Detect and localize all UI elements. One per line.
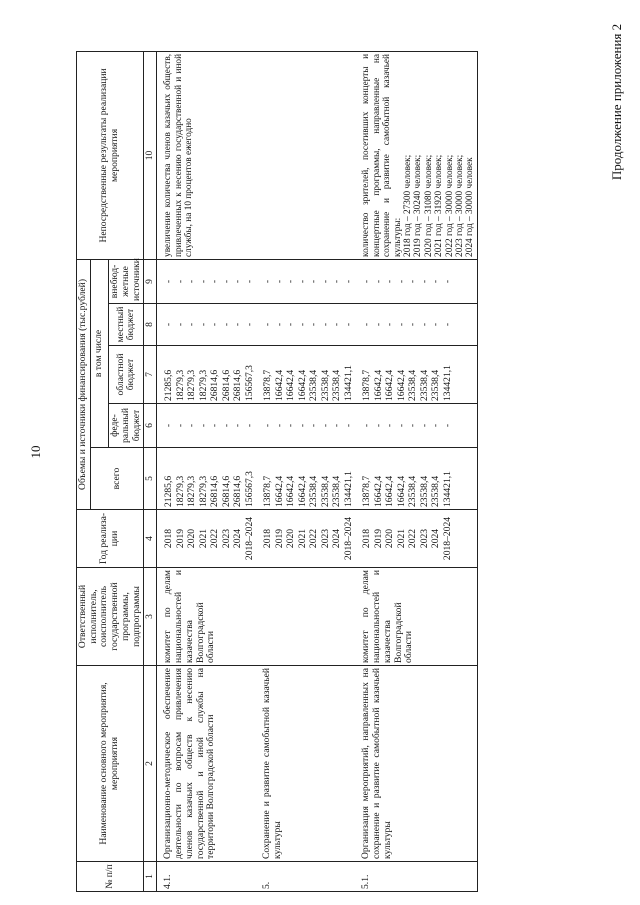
row-total-value: 26814,6 (209, 475, 221, 507)
row-extra-value: - (331, 279, 343, 284)
header-name: Наименование основного мероприятия, мероприятия (77, 666, 144, 862)
row-local-value: - (418, 322, 430, 327)
row-federal-value: - (319, 423, 331, 428)
row-regional-value: 134421,1 (342, 365, 354, 401)
row-total (355, 448, 477, 510)
row-total (157, 448, 257, 510)
row-result (157, 51, 257, 259)
table-row (157, 51, 257, 891)
row-result-line: 2019 год – 30240 человек; (413, 154, 424, 257)
row-extra-value: - (308, 279, 320, 284)
row-federal-value: - (418, 423, 430, 428)
row-federal-value: - (395, 423, 407, 428)
row-federal-value: - (441, 423, 453, 428)
row-local-value: - (372, 322, 384, 327)
row-regional-value: 26814,6 (209, 369, 221, 401)
row-extra-value: - (285, 279, 297, 284)
row-regional (355, 346, 477, 404)
row-years (157, 510, 257, 568)
row-total-value: 23538,4 (331, 475, 343, 507)
row-local (157, 304, 257, 346)
row-local-value: - (197, 322, 209, 327)
row-years-value: 2021 (395, 528, 407, 549)
row-local-value: - (395, 322, 407, 327)
row-local-value: - (273, 322, 285, 327)
row-total-value: 16642,4 (273, 475, 285, 507)
row-federal-value: - (308, 423, 320, 428)
row-total-value: 18279,3 (174, 475, 186, 507)
row-result-line: 2018 год – 27300 человек; (403, 154, 414, 257)
row-total-value: 23538,4 (418, 475, 430, 507)
row-extra-value: - (407, 279, 419, 284)
row-local-value: - (331, 322, 343, 327)
row-years-value: 2021 (197, 528, 209, 549)
row-number: 4.1. (157, 862, 257, 892)
col-number: 2 (144, 666, 157, 862)
row-federal-value: - (163, 423, 175, 428)
row-federal-value: - (232, 423, 244, 428)
row-federal (157, 404, 257, 448)
row-years-value: 2019 (372, 528, 384, 549)
row-total-value: 16642,4 (395, 475, 407, 507)
row-local-value: - (243, 322, 255, 327)
row-years-value: 2020 (186, 528, 198, 549)
row-local-value: - (361, 322, 373, 327)
row-total-value: 18279,3 (197, 475, 209, 507)
row-years-value: 2024 (232, 528, 244, 549)
row-regional-value: 13878,7 (361, 369, 373, 401)
row-extra-value: - (296, 279, 308, 284)
row-years-value: 2021 (296, 528, 308, 549)
row-regional-value: 18279,3 (186, 369, 198, 401)
row-local-value: - (296, 322, 308, 327)
row-total (256, 448, 355, 510)
row-regional-value: 23538,4 (407, 369, 419, 401)
row-years-value: 2020 (285, 528, 297, 549)
row-federal-value: - (372, 423, 384, 428)
col-number: 5 (144, 448, 157, 510)
row-years-value: 2018 (163, 528, 175, 549)
header-including: в том числе (90, 259, 108, 447)
row-total-value: 134421,1 (342, 471, 354, 507)
row-years-value: 2022 (209, 528, 221, 549)
row-years-value: 2018 (361, 528, 373, 549)
row-federal-value: - (285, 423, 297, 428)
row-extra-value: - (243, 279, 255, 284)
row-total-value: 156567,3 (243, 471, 255, 507)
row-total-value: 23538,4 (407, 475, 419, 507)
row-local-value: - (174, 322, 186, 327)
row-regional-value: 23538,4 (319, 369, 331, 401)
row-extra (256, 259, 355, 303)
row-extra-value: - (174, 279, 186, 284)
row-years-value: 2018–2024 (243, 516, 255, 561)
row-years-value: 2023 (418, 528, 430, 549)
row-extra (157, 259, 257, 303)
row-years-value: 2023 (319, 528, 331, 549)
row-extra-value: - (430, 279, 442, 284)
row-federal-value: - (209, 423, 221, 428)
row-extra-value: - (186, 279, 198, 284)
row-extra-value: - (342, 279, 354, 284)
row-regional-value: 23538,4 (430, 369, 442, 401)
row-executor: комитет по делам национальностей и казачества Волгоградской области (355, 568, 477, 666)
row-number: 5.1. (355, 862, 477, 892)
row-total-value: 23538,4 (319, 475, 331, 507)
row-years-value: 2020 (384, 528, 396, 549)
header-local: местный бюджет (109, 304, 144, 346)
page-number: 10 (28, 445, 43, 459)
row-total-value: 16642,4 (285, 475, 297, 507)
header-executor: Ответственный исполнитель, соисполнитель государственной программы, подпрограммы (77, 568, 144, 666)
row-federal-value: - (384, 423, 396, 428)
row-regional-value: 16642,4 (285, 369, 297, 401)
row-local-value: - (407, 322, 419, 327)
row-years-value: 2022 (308, 528, 320, 549)
header-num: № п/п (77, 862, 144, 892)
row-regional-value: 13878,7 (262, 369, 274, 401)
row-federal-value: - (342, 423, 354, 428)
row-federal-value: - (361, 423, 373, 428)
header-year: Год реализа-ции (77, 510, 144, 568)
row-total-value: 13878,7 (262, 475, 274, 507)
row-federal-value: - (174, 423, 186, 428)
row-federal-value: - (243, 423, 255, 428)
header-result: Непосредственные результаты реализации мероприятия (77, 51, 144, 259)
row-federal-value: - (220, 423, 232, 428)
row-regional-value: 26814,6 (232, 369, 244, 401)
row-executor (256, 568, 355, 666)
rotated-table-container (76, 52, 564, 892)
col-number: 4 (144, 510, 157, 568)
header-financing: Объемы и источники финансирования (тыс.рублей) (77, 259, 91, 509)
col-number: 8 (144, 304, 157, 346)
row-local-value: - (232, 322, 244, 327)
row-name: Организация мероприятий, направленных на сохранение и развитие самобытной казачьей культуры (355, 666, 477, 862)
row-result (355, 51, 477, 259)
row-federal-value: - (430, 423, 442, 428)
row-local (256, 304, 355, 346)
row-regional-value: 18279,3 (174, 369, 186, 401)
row-local-value: - (220, 322, 232, 327)
row-result-text: количество зрителей, посетивших концерты и концертные программы, направленные на сохранение и развитие самобытной казачьей культуры: (361, 53, 403, 257)
row-regional-value: 23538,4 (331, 369, 343, 401)
row-total-value: 26814,6 (232, 475, 244, 507)
row-result-line: 2024 год – 30000 человек (465, 157, 476, 257)
row-regional-value: 16642,4 (296, 369, 308, 401)
row-number: 5. (256, 862, 355, 892)
row-extra-value: - (319, 279, 331, 284)
row-federal-value: - (197, 423, 209, 428)
row-years-value: 2024 (430, 528, 442, 549)
row-regional-value: 23538,4 (418, 369, 430, 401)
row-regional-value: 18279,3 (197, 369, 209, 401)
row-local (355, 304, 477, 346)
row-total-value: 21285,6 (163, 475, 175, 507)
row-federal-value: - (262, 423, 274, 428)
row-extra-value: - (209, 279, 221, 284)
row-extra-value: - (220, 279, 232, 284)
row-executor: комитет по делам национальностей и казачества Волгоградской области (157, 568, 257, 666)
row-federal (256, 404, 355, 448)
row-extra-value: - (262, 279, 274, 284)
row-result-line: 2022 год – 30000 человек; (444, 154, 455, 257)
header-federal: феде-ральный бюджет (109, 404, 144, 448)
row-years-value: 2018–2024 (441, 516, 453, 561)
row-regional (256, 346, 355, 404)
row-local-value: - (186, 322, 198, 327)
row-local-value: - (342, 322, 354, 327)
row-total-value: 23538,4 (308, 475, 320, 507)
row-years (355, 510, 477, 568)
row-total-value: 13878,7 (361, 475, 373, 507)
continuation-label: Продолжение приложения 2 (609, 23, 624, 181)
row-regional-value: 16642,4 (384, 369, 396, 401)
row-regional-value: 16642,4 (372, 369, 384, 401)
row-local-value: - (262, 322, 274, 327)
row-extra-value: - (163, 279, 175, 284)
row-total-value: 26814,6 (220, 475, 232, 507)
header-extra: внебюд-жетные источники (109, 259, 144, 303)
row-federal (355, 404, 477, 448)
row-extra (355, 259, 477, 303)
col-number: 6 (144, 404, 157, 448)
row-extra-value: - (384, 279, 396, 284)
row-regional-value: 23538,4 (308, 369, 320, 401)
row-total-value: 16642,4 (296, 475, 308, 507)
row-federal-value: - (407, 423, 419, 428)
row-federal-value: - (273, 423, 285, 428)
row-years-value: 2023 (220, 528, 232, 549)
row-result-line: 2023 год – 30000 человек; (455, 154, 466, 257)
table-row (256, 51, 355, 891)
row-years (256, 510, 355, 568)
table-header (77, 51, 157, 891)
row-local-value: - (285, 322, 297, 327)
row-result (256, 51, 355, 259)
row-local-value: - (308, 322, 320, 327)
row-years-value: 2018–2024 (342, 516, 354, 561)
row-regional (157, 346, 257, 404)
row-extra-value: - (418, 279, 430, 284)
row-regional-value: 26814,6 (220, 369, 232, 401)
row-extra-value: - (361, 279, 373, 284)
row-years-value: 2018 (262, 528, 274, 549)
header-total: всего (90, 448, 144, 510)
col-number: 1 (144, 862, 157, 892)
row-regional-value: 156567,3 (243, 365, 255, 401)
row-years-value: 2019 (273, 528, 285, 549)
row-extra-value: - (372, 279, 384, 284)
table-row (355, 51, 477, 891)
row-local-value: - (209, 322, 221, 327)
row-extra-value: - (273, 279, 285, 284)
row-years-value: 2022 (407, 528, 419, 549)
row-name: Организационно-методическое обеспечение деятельности по вопросам привлечения членов казачьих обществ к несению государственной и иной службы на территории Волгоградской области (157, 666, 257, 862)
row-total-value: 16642,4 (372, 475, 384, 507)
col-number: 9 (144, 259, 157, 303)
table-body (157, 51, 477, 891)
row-total-value: 16642,4 (384, 475, 396, 507)
row-extra-value: - (232, 279, 244, 284)
row-regional-value: 16642,4 (273, 369, 285, 401)
col-number: 10 (144, 51, 157, 259)
row-name: Сохранение и развитие самобытной казачьей культуры (256, 666, 355, 862)
row-total-value: 134421,1 (441, 471, 453, 507)
row-regional-value: 134421,1 (441, 365, 453, 401)
header-regional: областной бюджет (109, 346, 144, 404)
row-local-value: - (319, 322, 331, 327)
row-total-value: 23538,4 (430, 475, 442, 507)
col-number: 3 (144, 568, 157, 666)
row-local-value: - (430, 322, 442, 327)
row-local-value: - (384, 322, 396, 327)
row-years-value: 2019 (174, 528, 186, 549)
row-federal-value: - (331, 423, 343, 428)
row-years-value: 2024 (331, 528, 343, 549)
row-extra-value: - (395, 279, 407, 284)
row-total-value: 18279,3 (186, 475, 198, 507)
row-regional-value: 16642,4 (395, 369, 407, 401)
row-result-line: 2020 год – 31080 человек; (423, 154, 434, 257)
financing-table (76, 51, 478, 892)
row-result-line: 2021 год – 31920 человек; (434, 154, 445, 257)
col-number: 7 (144, 346, 157, 404)
row-local-value: - (441, 322, 453, 327)
row-regional-value: 21285,6 (163, 369, 175, 401)
row-result-text: увеличение количества членов казачьих обществ, привлеченных к несению государственной и иной службы, на 10 процентов ежегодно (163, 53, 195, 257)
column-number-row (144, 51, 157, 891)
row-local-value: - (163, 322, 175, 327)
row-extra-value: - (441, 279, 453, 284)
row-extra-value: - (197, 279, 209, 284)
row-federal-value: - (296, 423, 308, 428)
row-federal-value: - (186, 423, 198, 428)
